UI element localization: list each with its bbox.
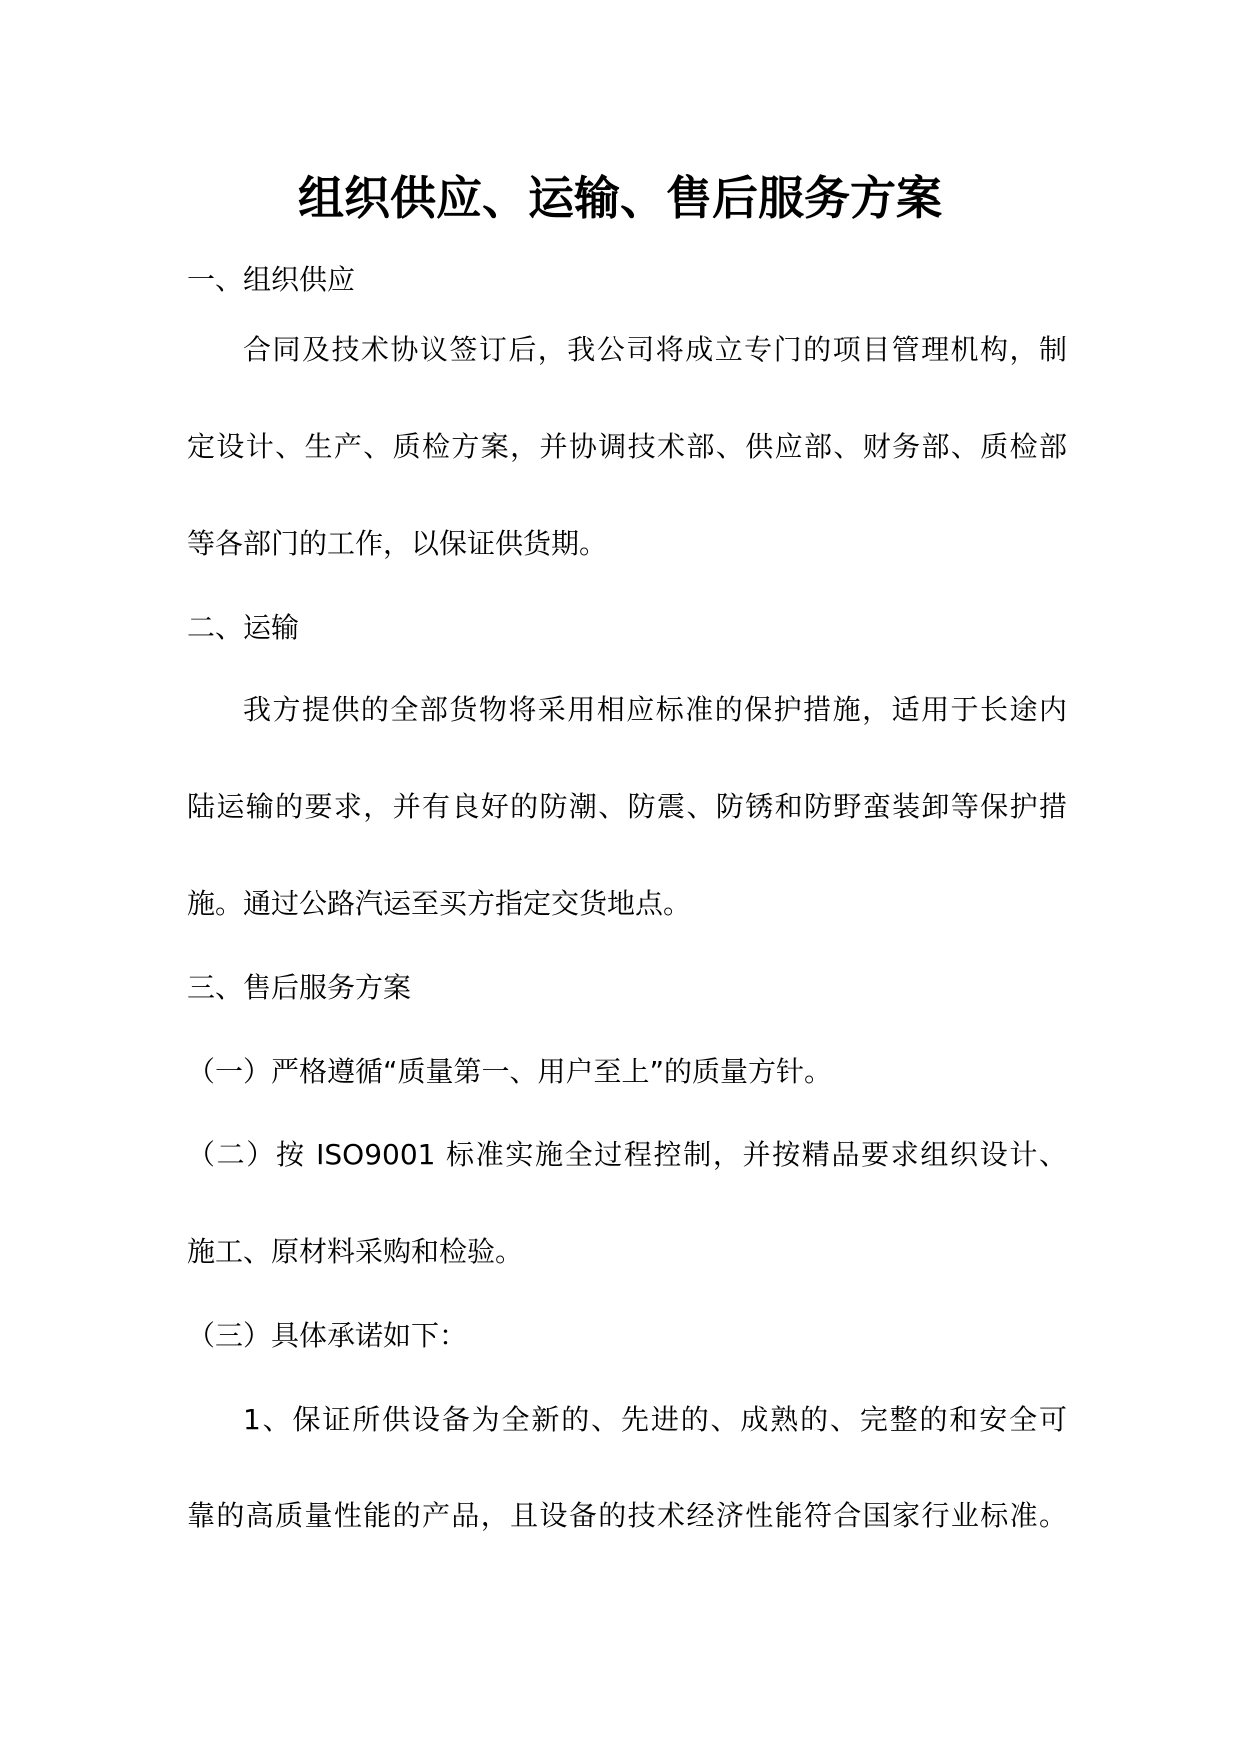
list-item: （一）严格遵循“质量第一、用户至上”的质量方针。 <box>187 1055 833 1088</box>
paragraph-line: 施。通过公路汽运至买方指定交货地点。 <box>187 887 692 920</box>
paragraph-line: 合同及技术协议签订后，我公司将成立专门的项目管理机构，制 <box>243 333 1067 366</box>
list-item: （二）按 ISO9001 标准实施全过程控制，并按精品要求组织设计、 <box>187 1138 1067 1171</box>
list-item-continuation: 施工、原材料采购和检验。 <box>187 1235 524 1268</box>
paragraph-line: 陆运输的要求，并有良好的防潮、防震、防锈和防野蛮装卸等保护措 <box>187 790 1067 823</box>
paragraph-line: 1、保证所供设备为全新的、先进的、成熟的、完整的和安全可 <box>243 1403 1067 1436</box>
paragraph-line: 等各部门的工作，以保证供货期。 <box>187 527 608 560</box>
document-title: 组织供应、运输、售后服务方案 <box>298 171 942 225</box>
list-item: （三）具体承诺如下： <box>187 1319 468 1352</box>
paragraph-line: 定设计、生产、质检方案，并协调技术部、供应部、财务部、质检部 <box>187 430 1067 463</box>
section-heading-transport: 二、运输 <box>187 611 300 644</box>
paragraph-line: 我方提供的全部货物将采用相应标准的保护措施，适用于长途内 <box>243 693 1067 726</box>
section-heading-supply: 一、组织供应 <box>187 263 356 296</box>
paragraph-line: 靠的高质量性能的产品，且设备的技术经济性能符合国家行业标准。 <box>187 1499 1067 1532</box>
section-heading-after-sales: 三、售后服务方案 <box>187 971 412 1004</box>
